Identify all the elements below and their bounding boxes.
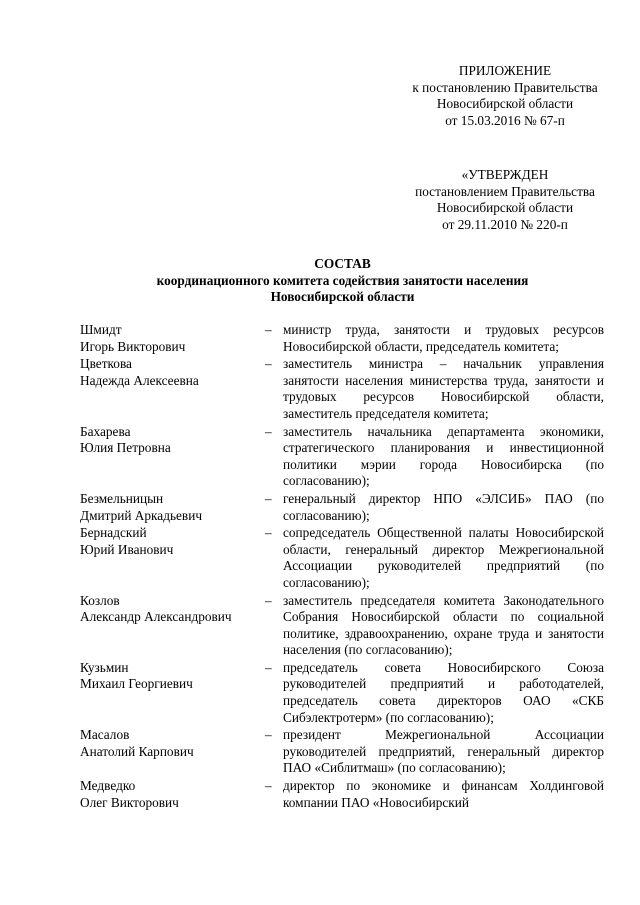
member-surname: Шмидт	[80, 322, 122, 337]
member-surname: Козлов	[80, 592, 120, 608]
member-surname: Цветкова	[80, 356, 132, 372]
heading-title: СОСТАВ	[314, 256, 371, 271]
member-given-name: Надежда Алексеевна	[80, 372, 199, 388]
member-dash: –	[265, 525, 272, 541]
member-given-name: Михаил Георгиевич	[80, 676, 193, 692]
approved-title: «УТВЕРЖДЕН	[461, 167, 549, 182]
member-row	[0, 778, 640, 811]
member-role: генеральный директор НПО «ЭЛСИБ» ПАО (по согласованию);	[283, 490, 604, 523]
member-name	[80, 424, 260, 457]
member-name	[80, 356, 260, 389]
member-given-name: Анатолий Карпович	[80, 743, 194, 759]
member-role: заместитель председателя комитета Законодательного Собрания Новосибирской области по социальной политике, здравоохранению, охране труда и занятости населения (по согласованию);	[283, 592, 604, 658]
member-given-name: Александр Александрович	[80, 609, 232, 625]
appendix-block	[395, 63, 615, 129]
member-name	[80, 727, 260, 760]
member-given-name: Юрий Иванович	[80, 541, 174, 557]
member-dash: –	[265, 322, 272, 337]
approved-line-3: от 29.11.2010 № 220-п	[442, 216, 568, 232]
member-role: заместитель министра – начальник управления занятости населения министерства труда, занятости и трудовых ресурсов Новосибирской области, заместитель председателя комитета;	[283, 356, 604, 421]
member-dash: –	[265, 778, 272, 794]
member-name	[80, 525, 260, 558]
approved-line-2: Новосибирской области	[436, 200, 574, 216]
member-name	[80, 593, 260, 626]
member-row	[0, 491, 640, 524]
member-given-name: Дмитрий Аркадьевич	[80, 507, 203, 523]
heading-line-2: Новосибирской области	[270, 289, 415, 305]
member-surname: Безмельницын	[80, 490, 164, 506]
member-dash: –	[265, 592, 272, 608]
member-surname: Медведко	[80, 778, 136, 794]
member-role: заместитель начальника департамента экономики, стратегического планирования и инвестиционной политики мэрии города Новосибирска (по согласованию);	[283, 423, 604, 489]
approved-block	[395, 167, 615, 233]
approved-line-1: постановлением Правительства	[415, 183, 595, 199]
member-row	[0, 322, 640, 355]
member-dash: –	[265, 659, 272, 675]
member-dash: –	[265, 490, 272, 506]
member-row	[0, 525, 640, 591]
member-name	[80, 778, 260, 811]
appendix-line-3: от 15.03.2016 № 67-п	[445, 112, 565, 128]
appendix-line-1: к постановлению Правительства	[412, 79, 598, 95]
member-row	[0, 660, 640, 726]
member-row	[0, 356, 640, 422]
member-row	[0, 593, 640, 659]
member-role: президент Межрегиональной Ассоциации руководителей предприятий, генеральный директор ПАО «Сиблитмаш» (по согласованию);	[283, 727, 604, 776]
member-dash: –	[265, 727, 272, 743]
appendix-line-2: Новосибирской области	[436, 96, 574, 112]
member-role: министр труда, занятости и трудовых ресурсов Новосибирской области, председатель комитета;	[283, 322, 604, 354]
member-row	[0, 727, 640, 777]
member-role: председатель совета Новосибирского Союза руководителей предприятий и работодателей, председатель совета директоров ОАО «СКБ Сибэлектротерм» (по согласованию);	[283, 659, 604, 725]
member-given-name: Олег Викторович	[80, 794, 179, 810]
appendix-title: ПРИЛОЖЕНИЕ	[458, 63, 552, 78]
member-surname: Кузьмин	[80, 659, 129, 675]
member-name	[80, 491, 260, 524]
member-role: сопредседатель Общественной палаты Новосибирской области, генеральный директор Межрегиональной Ассоциации руководителей предприятий (по согласованию);	[283, 525, 604, 590]
member-row	[0, 424, 640, 490]
member-role: директор по экономике и финансам Холдинговой компании ПАО «Новосибирский	[283, 778, 604, 810]
member-surname: Масалов	[80, 727, 130, 743]
heading-line-1: координационного комитета содействия занятости населения	[156, 272, 529, 288]
member-name	[80, 660, 260, 693]
member-dash: –	[265, 423, 272, 439]
member-given-name: Юлия Петровна	[80, 440, 171, 456]
member-list	[0, 322, 640, 812]
member-name	[80, 322, 260, 355]
member-dash: –	[265, 356, 272, 372]
member-given-name: Игорь Викторович	[80, 338, 186, 354]
document-heading	[80, 256, 605, 306]
member-surname: Бахарева	[80, 423, 131, 439]
member-surname: Бернадский	[80, 525, 147, 541]
